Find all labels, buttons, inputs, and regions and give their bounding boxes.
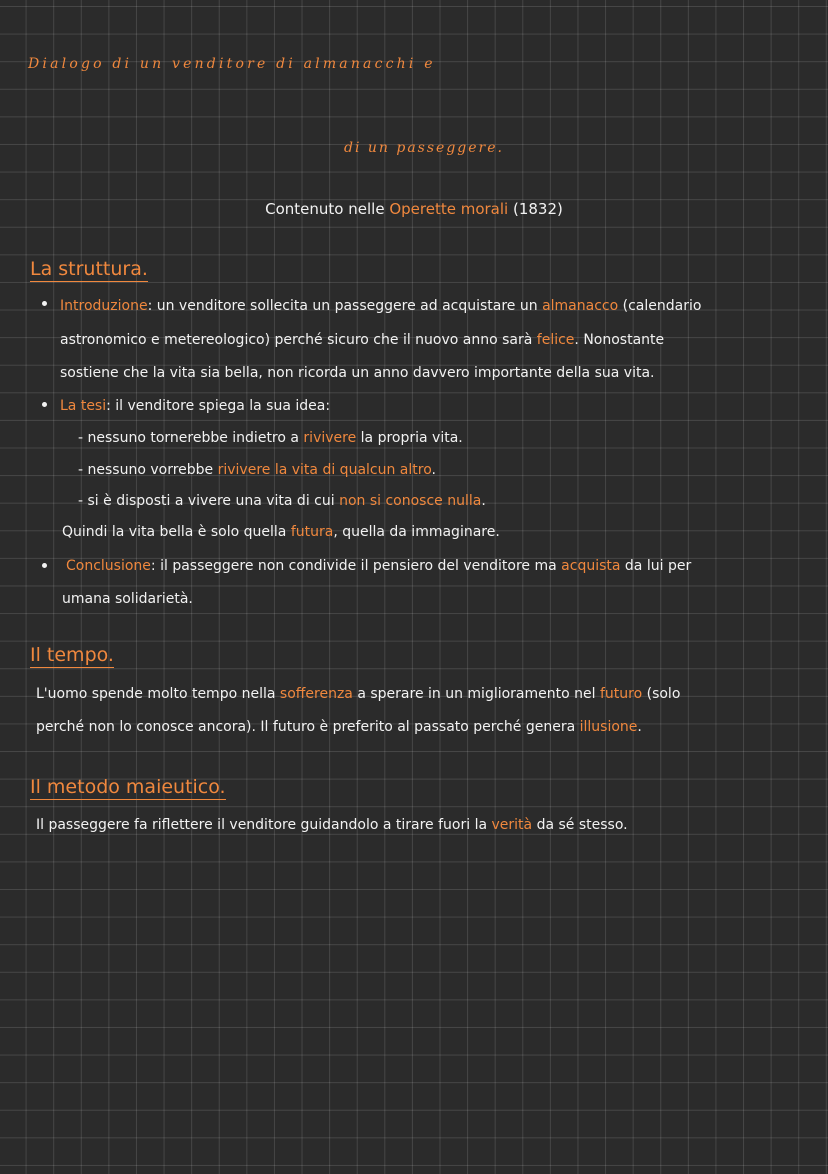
intro-line-3: sostiene che la vita sia bella, non ricorda un anno davvero importante della sua vita. — [60, 365, 655, 381]
intro-line-1: Introduzione: un venditore sollecita un passeggere ad acquistare un almanacco (calendario — [60, 298, 702, 314]
intro-line-2: astronomico e metereologico) perché sicuro che il nuovo anno sarà felice. Nonostante — [60, 332, 665, 348]
tesi-point-2: - nessuno vorrebbe rivivere la vita di qualcun altro. — [78, 462, 436, 478]
tesi-conclusion: Quindi la vita bella è solo quella futura, quella da immaginare. — [62, 524, 500, 540]
section-heading-struttura: La struttura. — [30, 258, 148, 280]
metodo-line-1: Il passeggere fa riflettere il venditore guidandolo a tirare fuori la verità da sé stesso. — [36, 817, 628, 833]
tempo-line-1: L'uomo spende molto tempo nella sofferenza a sperare in un miglioramento nel futuro (solo — [36, 686, 681, 702]
section-heading-metodo: Il metodo maieutico. — [30, 776, 226, 798]
tesi-line: La tesi: il venditore spiega la sua idea: — [60, 398, 331, 414]
bullet-tesi — [42, 402, 47, 407]
tempo-line-2: perché non lo conosce ancora). Il futuro è preferito al passato perché genera illusione. — [36, 719, 642, 735]
section-heading-tempo: Il tempo. — [30, 644, 114, 666]
conclusione-line-2: umana solidarietà. — [62, 591, 193, 607]
conclusione-line-1: Conclusione: il passeggere non condivide il pensiero del venditore ma acquista da lui per — [66, 558, 692, 574]
bullet-introduzione — [42, 301, 47, 306]
bullet-conclusione — [42, 563, 47, 568]
source-year: (1832) — [508, 200, 563, 218]
tesi-point-1: - nessuno tornerebbe indietro a rivivere la propria vita. — [78, 430, 463, 446]
page-title-line1: Dialogo di un venditore di almanacchi e — [28, 56, 436, 72]
source-prefix: Contenuto nelle — [265, 200, 390, 218]
source-work: Operette morali — [389, 200, 509, 218]
tesi-point-3: - si è disposti a vivere una vita di cui non si conosce nulla. — [78, 493, 486, 509]
page-title-line2: di un passeggere. — [344, 140, 504, 156]
source-line — [0, 200, 828, 218]
